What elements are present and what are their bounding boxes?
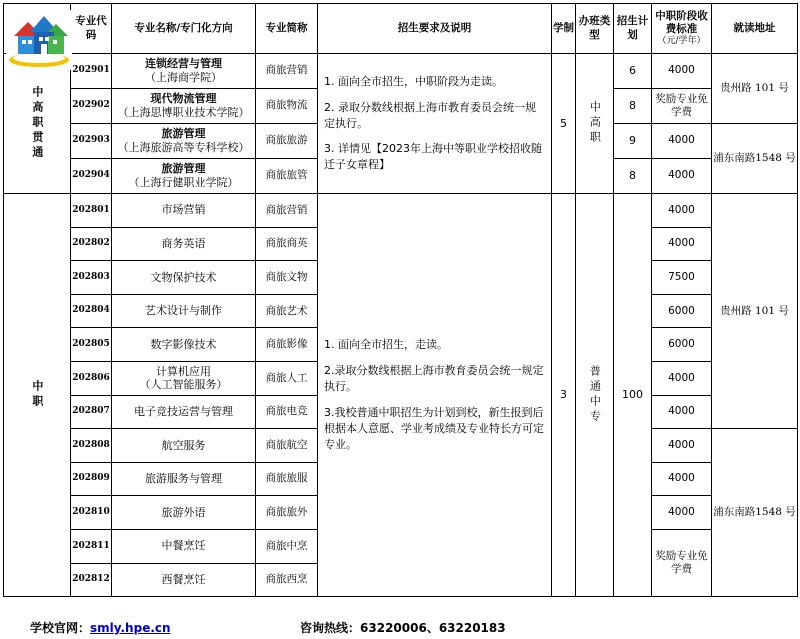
- website-link[interactable]: smly.hpe.cn: [90, 621, 171, 635]
- program-name-text: 计算机应用 （人工智能服务）: [139, 364, 228, 392]
- requirements: 1. 面向全市招生，中职阶段为走读。 2. 录取分数线根据上海市教育委员会统一规定执行。 3. 详情见【2023年上海中等职业学校招收随迁子女章程】: [318, 54, 552, 194]
- program-code: 202901: [71, 54, 112, 89]
- program-code: 202809: [71, 462, 112, 496]
- program-name-text: 商务英语: [161, 237, 206, 251]
- program-name-text: 电子竞技运营与管理: [134, 404, 233, 418]
- program-name: [112, 227, 256, 261]
- program-abbr: 商旅艺术: [256, 294, 318, 328]
- plan: 9: [614, 124, 652, 159]
- header-row: [4, 4, 798, 54]
- program-abbr: 商旅营销: [256, 54, 318, 89]
- program-name-text: 文物保护技术: [150, 270, 217, 284]
- program-abbr: 商旅人工: [256, 361, 318, 395]
- school-logo-icon: [6, 10, 72, 70]
- program-name-text: 航空服务: [161, 438, 206, 452]
- program-abbr: 商旅影像: [256, 328, 318, 362]
- header-abbr: 专业简称: [256, 4, 318, 54]
- fee: 4000: [652, 395, 712, 429]
- header-name: 专业名称/专门化方向: [112, 4, 256, 54]
- footer: [0, 617, 800, 637]
- program-code: 202806: [71, 361, 112, 395]
- fee: 7500: [652, 261, 712, 295]
- fee: 4000: [652, 159, 712, 194]
- program-code: 202810: [71, 496, 112, 530]
- program-code: 202904: [71, 159, 112, 194]
- program-code: 202803: [71, 261, 112, 295]
- program-code: 202805: [71, 328, 112, 362]
- program-name-text: 艺术设计与制作: [145, 304, 222, 318]
- program-abbr: 商旅旅管: [256, 159, 318, 194]
- program-name: [112, 261, 256, 295]
- program-abbr: 商旅航空: [256, 429, 318, 463]
- program-name: 连锁经营与管理 （上海商学院）: [112, 54, 256, 89]
- class-type: 中高职: [576, 54, 614, 194]
- program-code: 202801: [71, 194, 112, 228]
- fee: 6000: [652, 328, 712, 362]
- years: 3: [552, 194, 576, 597]
- header-years: 学制: [552, 4, 576, 54]
- address: 贵州路 101 号: [712, 54, 798, 124]
- website: 学校官网：smly.hpe.cn: [30, 621, 171, 635]
- plan: 100: [614, 194, 652, 597]
- plan: 8: [614, 159, 652, 194]
- years: 5: [552, 54, 576, 194]
- plan: 6: [614, 54, 652, 89]
- group-label: 中职: [4, 194, 71, 597]
- program-name: [112, 328, 256, 362]
- program-code: 202811: [71, 529, 112, 563]
- class-type: 普通中专: [576, 194, 614, 597]
- header-addr: 就读地址: [712, 4, 798, 54]
- program-name: [112, 395, 256, 429]
- program-code: 202802: [71, 227, 112, 261]
- fee: 4000: [652, 124, 712, 159]
- program-name-text: 旅游外语: [161, 505, 206, 519]
- program-name: [112, 194, 256, 228]
- program-name: 现代物流管理 （上海思博职业技术学院）: [112, 89, 256, 124]
- program-abbr: 商旅物流: [256, 89, 318, 124]
- header-fee: 中职阶段收费标准 （元/学年）: [652, 4, 712, 54]
- table-row: [4, 54, 798, 89]
- address: 浦东南路1548 号: [712, 124, 798, 194]
- program-abbr: 商旅文物: [256, 261, 318, 295]
- fee: 4000: [652, 194, 712, 228]
- fee: 4000: [652, 496, 712, 530]
- program-name: 旅游管理 （上海旅游高等专科学校）: [112, 124, 256, 159]
- program-name: [112, 294, 256, 328]
- program-name-text: 旅游服务与管理: [145, 472, 222, 486]
- program-abbr: 商旅西烹: [256, 563, 318, 597]
- program-abbr: 商旅电竞: [256, 395, 318, 429]
- fee: 4000: [652, 462, 712, 496]
- program-abbr: 商旅旅服: [256, 462, 318, 496]
- address: 浦东南路1548 号: [712, 429, 798, 597]
- program-code: 202812: [71, 563, 112, 597]
- program-abbr: 商旅旅游: [256, 124, 318, 159]
- program-abbr: 商旅旅外: [256, 496, 318, 530]
- program-code: 202804: [71, 294, 112, 328]
- hotline: 咨询热线：63220006、63220183: [300, 621, 506, 635]
- program-name: [112, 429, 256, 463]
- requirements: 1. 面向全市招生，走读。 2.录取分数线根据上海市教育委员会统一规定执行。 3.我校普通中职招生为计划到校，新生报到后根据本人意愿、学业考成绩及专业特长方可定专业。: [318, 194, 552, 597]
- program-abbr: 商旅中烹: [256, 529, 318, 563]
- program-code: 202902: [71, 89, 112, 124]
- fee: 4000: [652, 227, 712, 261]
- school-logo: [6, 10, 72, 70]
- fee: 4000: [652, 429, 712, 463]
- group-label: 中高职贯通: [4, 54, 71, 194]
- header-plan: 招生计划: [614, 4, 652, 54]
- header-type: 办班类型: [576, 4, 614, 54]
- header-req: 招生要求及说明: [318, 4, 552, 54]
- program-name-text: 数字影像技术: [150, 337, 217, 351]
- program-name: [112, 563, 256, 597]
- plan: 8: [614, 89, 652, 124]
- program-code: 202807: [71, 395, 112, 429]
- program-name: [112, 462, 256, 496]
- fee: 6000: [652, 294, 712, 328]
- admission-table: [3, 3, 798, 597]
- fee: 奖励专业免学费: [652, 529, 712, 596]
- fee: 4000: [652, 54, 712, 89]
- program-name: [112, 496, 256, 530]
- program-name-text: 市场营销: [161, 203, 206, 217]
- program-name-text: 中餐烹饪: [161, 539, 206, 553]
- program-name-text: 西餐烹饪: [161, 572, 206, 586]
- address: 贵州路 101 号: [712, 194, 798, 429]
- program-name: [112, 361, 256, 395]
- program-name: [112, 529, 256, 563]
- program-code: 202903: [71, 124, 112, 159]
- program-name: 旅游管理 （上海行健职业学院）: [112, 159, 256, 194]
- program-abbr: 商旅商英: [256, 227, 318, 261]
- header-code: 专业代码: [71, 4, 112, 54]
- table-row: [4, 194, 798, 228]
- program-abbr: 商旅营销: [256, 194, 318, 228]
- fee: 4000: [652, 361, 712, 395]
- program-code: 202808: [71, 429, 112, 463]
- fee: 奖励专业免学费: [652, 89, 712, 124]
